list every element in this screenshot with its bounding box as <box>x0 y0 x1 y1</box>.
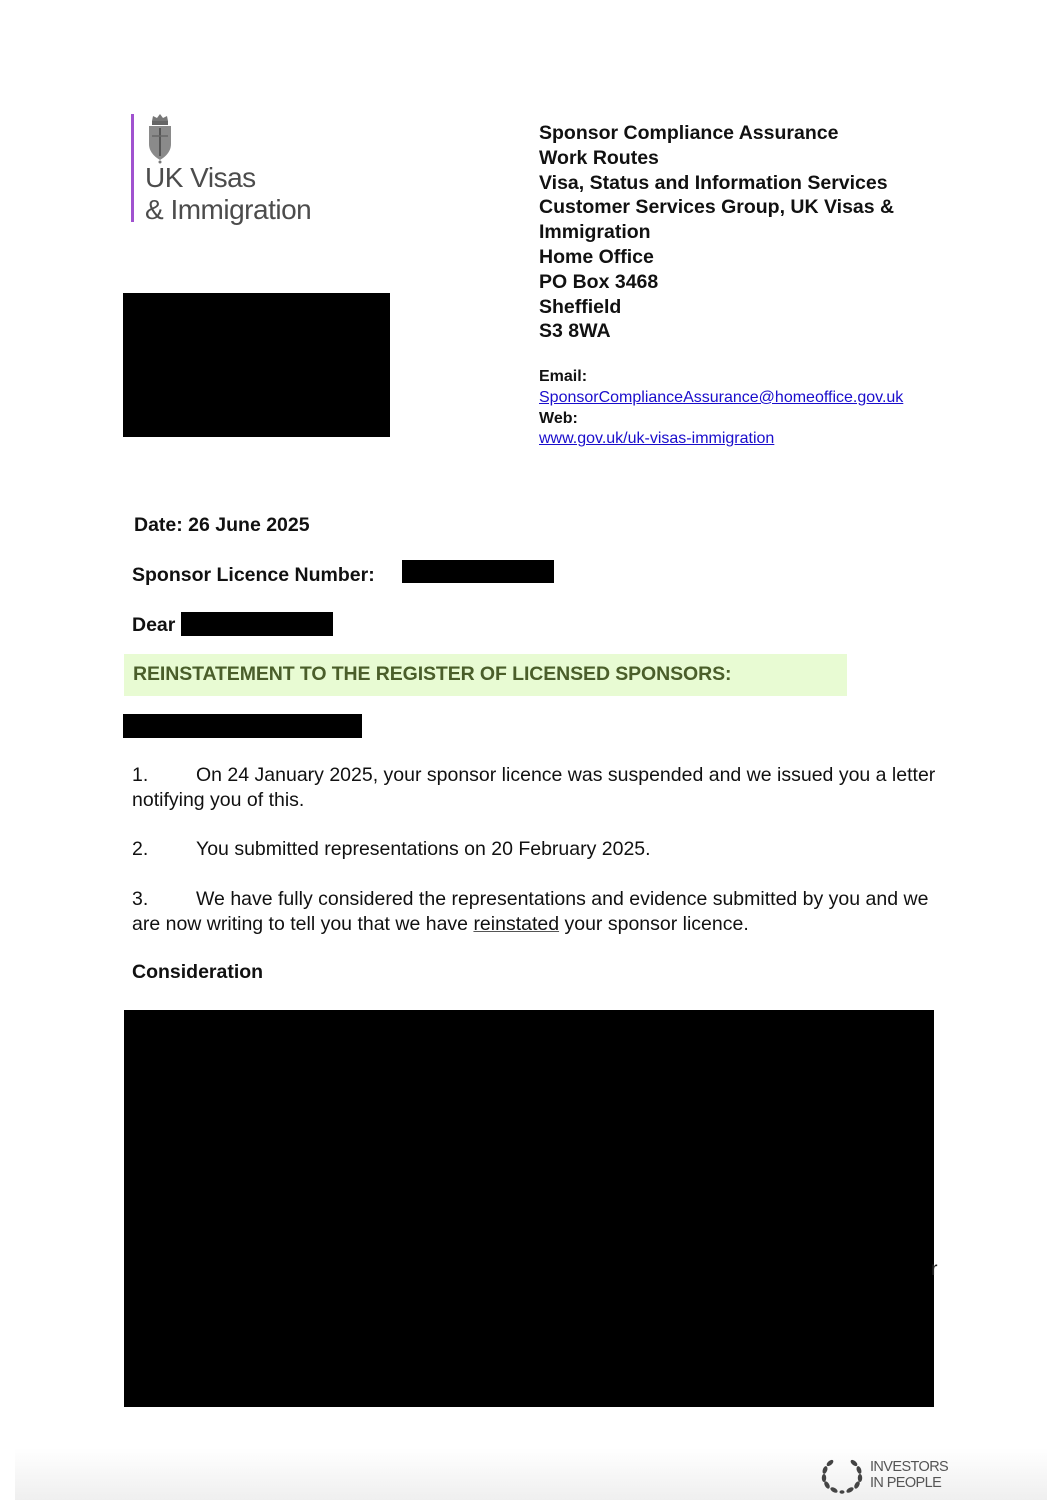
address-line: PO Box 3468 <box>539 270 659 293</box>
laurel-wreath-icon <box>820 1455 864 1495</box>
sender-address <box>539 121 894 344</box>
underlined-word: reinstated <box>473 912 560 935</box>
sponsor-licence-label: Sponsor Licence Number: <box>132 564 375 586</box>
redacted-sponsor-name <box>123 714 362 738</box>
redacted-recipient-address <box>123 293 390 437</box>
logo-accent-bar <box>131 114 134 222</box>
paragraph-text: On 24 January 2025, your sponsor licence was suspended and we issued you a letter notifying you of this. <box>132 764 936 811</box>
logo-wordmark <box>145 162 311 226</box>
address-line: Visa, Status and Information Services <box>539 171 888 194</box>
address-line: Work Routes <box>539 146 659 169</box>
paragraph-text-end: your sponsor licence. <box>559 912 749 935</box>
paragraph-text: You submitted representations on 20 February 2025. <box>196 838 651 860</box>
web-label: Web: <box>539 409 578 427</box>
investors-in-people-logo <box>870 1459 948 1491</box>
redacted-recipient-name <box>181 612 333 636</box>
logo-line-1: UK Visas <box>145 162 256 193</box>
email-link[interactable]: SponsorComplianceAssurance@homeoffice.gov.uk <box>539 388 904 406</box>
address-line: Sheffield <box>539 295 622 318</box>
section-heading-consideration: Consideration <box>132 961 264 983</box>
iip-line-1: INVESTORS <box>870 1459 949 1475</box>
address-line: Customer Services Group, UK Visas & <box>539 196 895 219</box>
paragraph-number: 1. <box>132 764 149 786</box>
text-fragment: r <box>931 1258 938 1280</box>
contact-details <box>539 367 903 450</box>
royal-crest-icon <box>144 112 176 164</box>
redacted-consideration-text <box>124 1010 934 1407</box>
logo-line-2: & Immigration <box>145 194 312 225</box>
letter-heading: REINSTATEMENT TO THE REGISTER OF LICENSED SPONSORS: <box>133 663 732 685</box>
salutation: Dear <box>132 614 176 636</box>
paragraph-1 <box>132 763 947 812</box>
web-link[interactable]: www.gov.uk/uk-visas-immigration <box>539 430 775 448</box>
redacted-licence-number <box>402 560 554 583</box>
iip-line-2: IN PEOPLE <box>870 1475 942 1491</box>
paragraph-2 <box>132 837 947 862</box>
address-line: S3 8WA <box>539 320 611 343</box>
address-line: Home Office <box>539 245 654 268</box>
address-line: Immigration <box>539 221 651 244</box>
email-label: Email: <box>539 368 588 385</box>
paragraph-number: 3. <box>132 888 149 910</box>
letter-date: Date: 26 June 2025 <box>134 514 310 536</box>
address-line: Sponsor Compliance Assurance <box>539 122 839 144</box>
paragraph-3 <box>132 887 947 936</box>
paragraph-number: 2. <box>132 838 149 860</box>
paragraph-text: We have fully considered the representations and evidence submitted by you and we are now writing to tell you that we have <box>132 888 929 935</box>
